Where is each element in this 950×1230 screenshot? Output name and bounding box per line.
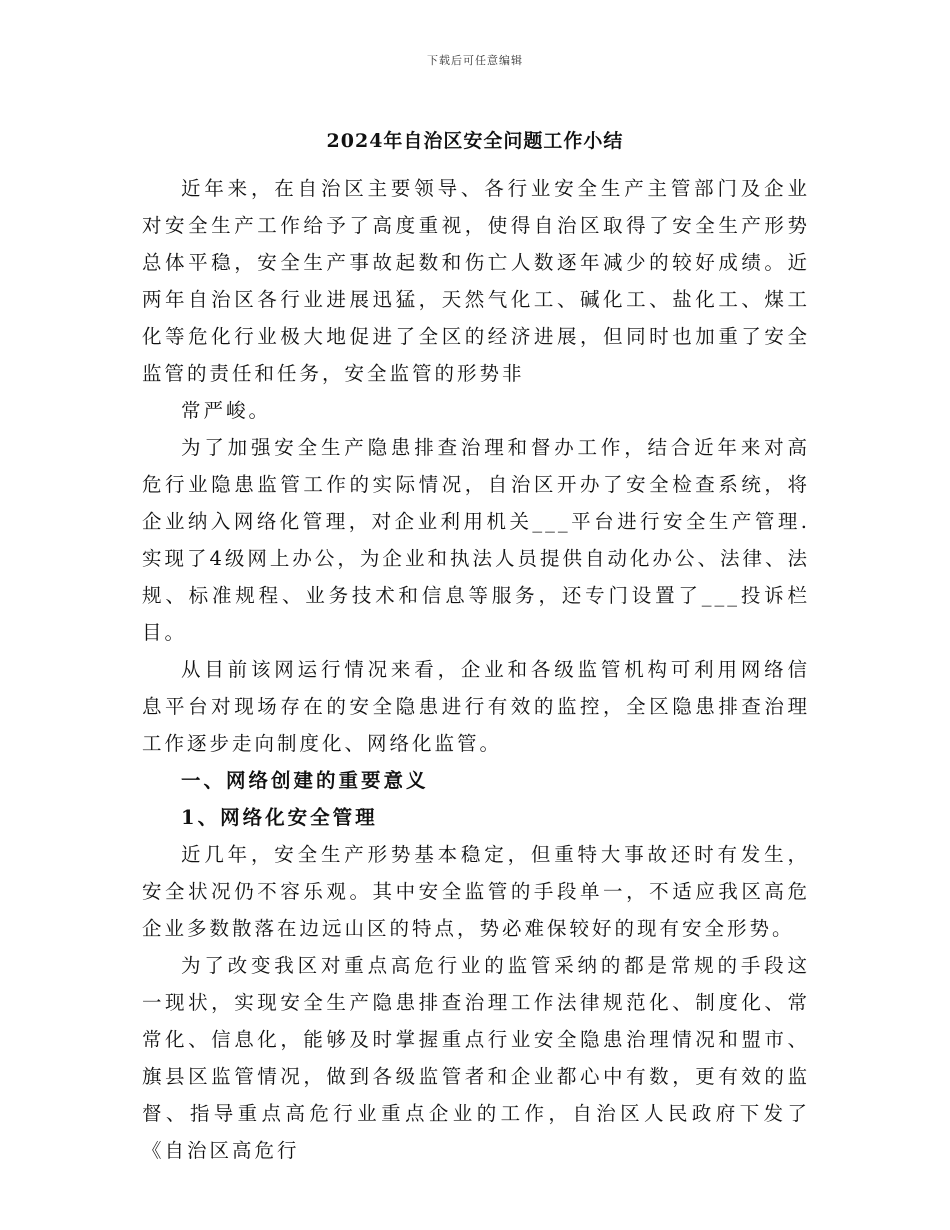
paragraph-situation: 近几年，安全生产形势基本稳定，但重特大事故还时有发生，安全状况仍不容乐观。其中安全监管的手段单一，不适应我区高危企业多数散落在边远山区的特点，势必难保较好的现有安全形势。 <box>142 843 810 940</box>
paragraph-operation: 从目前该网运行情况来看，企业和各级监管机构可利用网络信息平台对现场存在的安全隐患进行有效的监控，全区隐患排查治理工作逐步走向制度化、网络化监管。 <box>142 658 810 755</box>
paragraph-change: 为了改变我区对重点高危行业的监管采纳的都是常规的手段这一现状，实现安全生产隐患排查治理工作法律规范化、制度化、常常化、信息化，能够及时掌握重点行业安全隐患治理情况和盟市、旗县区监管情况，做到各级监管者和企业都心中有数，更有效的监督、指导重点高危行业重点企业的工作，自治区人民政府下发了《自治区高危行 <box>142 954 810 1162</box>
paragraph-system: 为了加强安全生产隐患排查治理和督办工作，结合近年来对高危行业隐患监管工作的实际情况，自治区开办了安全检查系统，将企业纳入网络化管理，对企业利用机关___平台进行安全生产管理.实现了4级网上办公，为企业和执法人员提供自动化办公、法律、法规、标准规程、业务技术和信息等服务，还专门设置了___投诉栏目。 <box>142 436 810 644</box>
paragraph-intro: 近年来，在自治区主要领导、各行业安全生产主管部门及企业对安全生产工作给予了高度重视，使得自治区取得了安全生产形势总体平稳，安全生产事故起数和伤亡人数逐年减少的较好成绩。近两年自治区各行业进展迅猛，天然气化工、碱化工、盐化工、煤工化等危化行业极大地促进了全区的经济进展，但同时也加重了安全监管的责任和任务，安全监管的形势非 <box>142 177 810 385</box>
subsection-heading-1-1: 1、网络化安全管理 <box>181 806 378 829</box>
document-title: 2024年自治区安全问题工作小结 <box>326 130 624 152</box>
paragraph-intro-continued: 常严峻。 <box>181 399 272 422</box>
section-heading-1: 一、网络创建的重要意义 <box>181 769 429 792</box>
document-body <box>142 170 810 1169</box>
header-note: 下载后可任意编辑 <box>427 54 523 67</box>
